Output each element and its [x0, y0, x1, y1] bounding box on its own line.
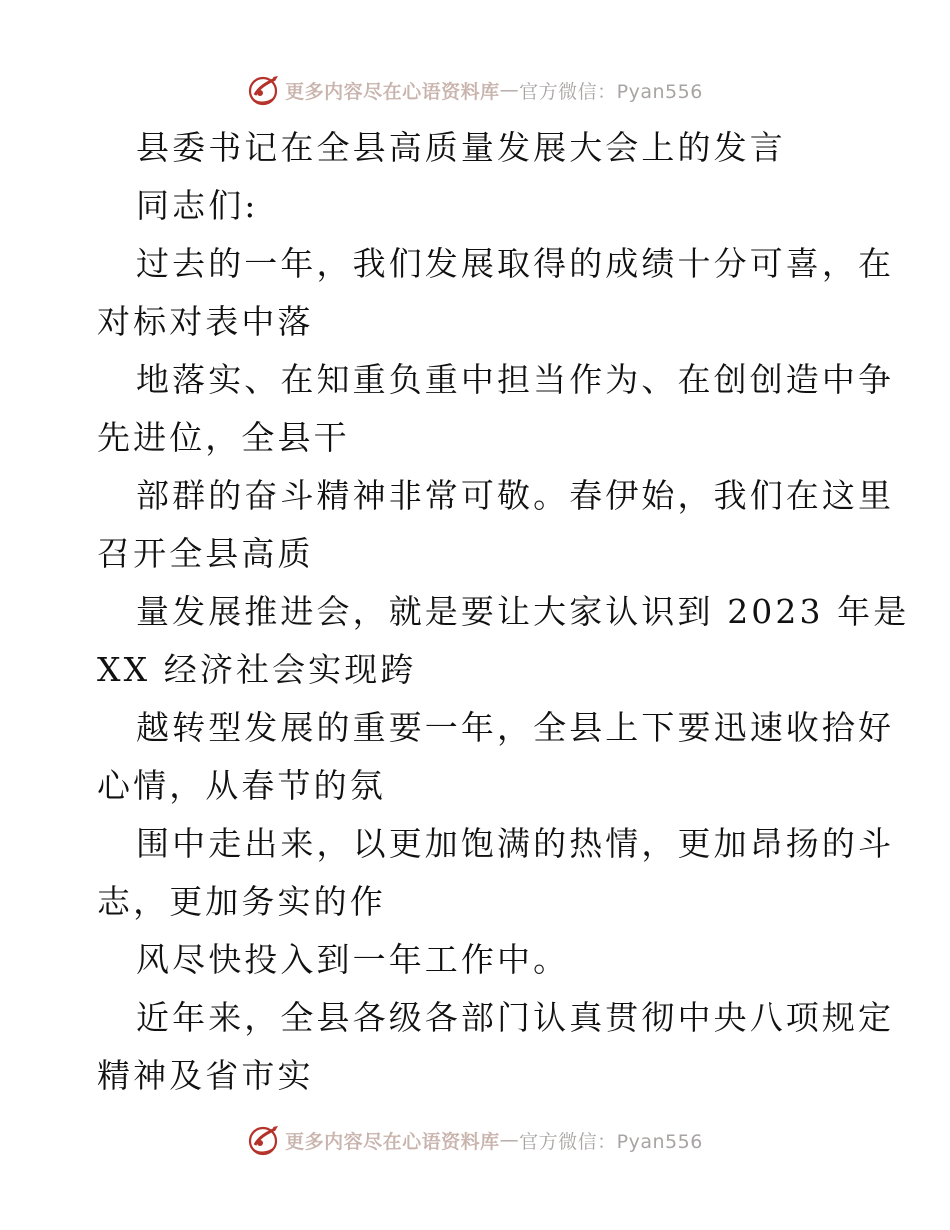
footer-watermark [0, 1120, 950, 1160]
paragraph-line: XX 经济社会实现跨 [97, 650, 417, 689]
paragraph-line: 心情，从春节的氛 [97, 766, 386, 805]
document-title: 县委书记在全县高质量发展大会上的发言 [136, 128, 786, 167]
paragraph-line: 部群的奋斗精神非常可敬。春伊始，我们在这里 [136, 476, 895, 515]
watermark-main-text: 更多内容尽在心语资料库 [285, 1130, 500, 1153]
pen-logo-icon [247, 1123, 281, 1157]
paragraph-line: 量发展推进会，就是要让大家认识到 2023 年是 [136, 592, 910, 631]
paragraph-line: 召开全县高质 [97, 534, 314, 573]
watermark-dash: — [499, 1129, 520, 1151]
paragraph-line: 风尽快投入到一年工作中。 [136, 940, 570, 979]
header-watermark [0, 70, 950, 110]
paragraph-line: 越转型发展的重要一年，全县上下要迅速收拾好 [136, 708, 895, 747]
watermark-dash: — [499, 79, 520, 101]
paragraph-line: 围中走出来，以更加饱满的热情，更加昂扬的斗 [136, 824, 895, 863]
paragraph-line: 先进位，全县干 [97, 418, 350, 457]
paragraph-line: 精神及省市实 [97, 1056, 314, 1095]
watermark-wechat-text: 官方微信：Pyan556 [519, 80, 703, 103]
watermark-main-text: 更多内容尽在心语资料库 [285, 80, 500, 103]
paragraph-line: 地落实、在知重负重中担当作为、在创创造中争 [136, 360, 895, 399]
pen-logo-icon [247, 73, 281, 107]
paragraph-line: 近年来，全县各级各部门认真贯彻中央八项规定 [136, 998, 895, 1037]
watermark-wechat-text: 官方微信：Pyan556 [519, 1130, 703, 1153]
paragraph-line: 对标对表中落 [97, 302, 314, 341]
paragraph-line: 同志们: [136, 186, 259, 225]
paragraph-line: 志，更加务实的作 [97, 882, 386, 921]
paragraph-line: 过去的一年，我们发展取得的成绩十分可喜，在 [136, 244, 895, 283]
